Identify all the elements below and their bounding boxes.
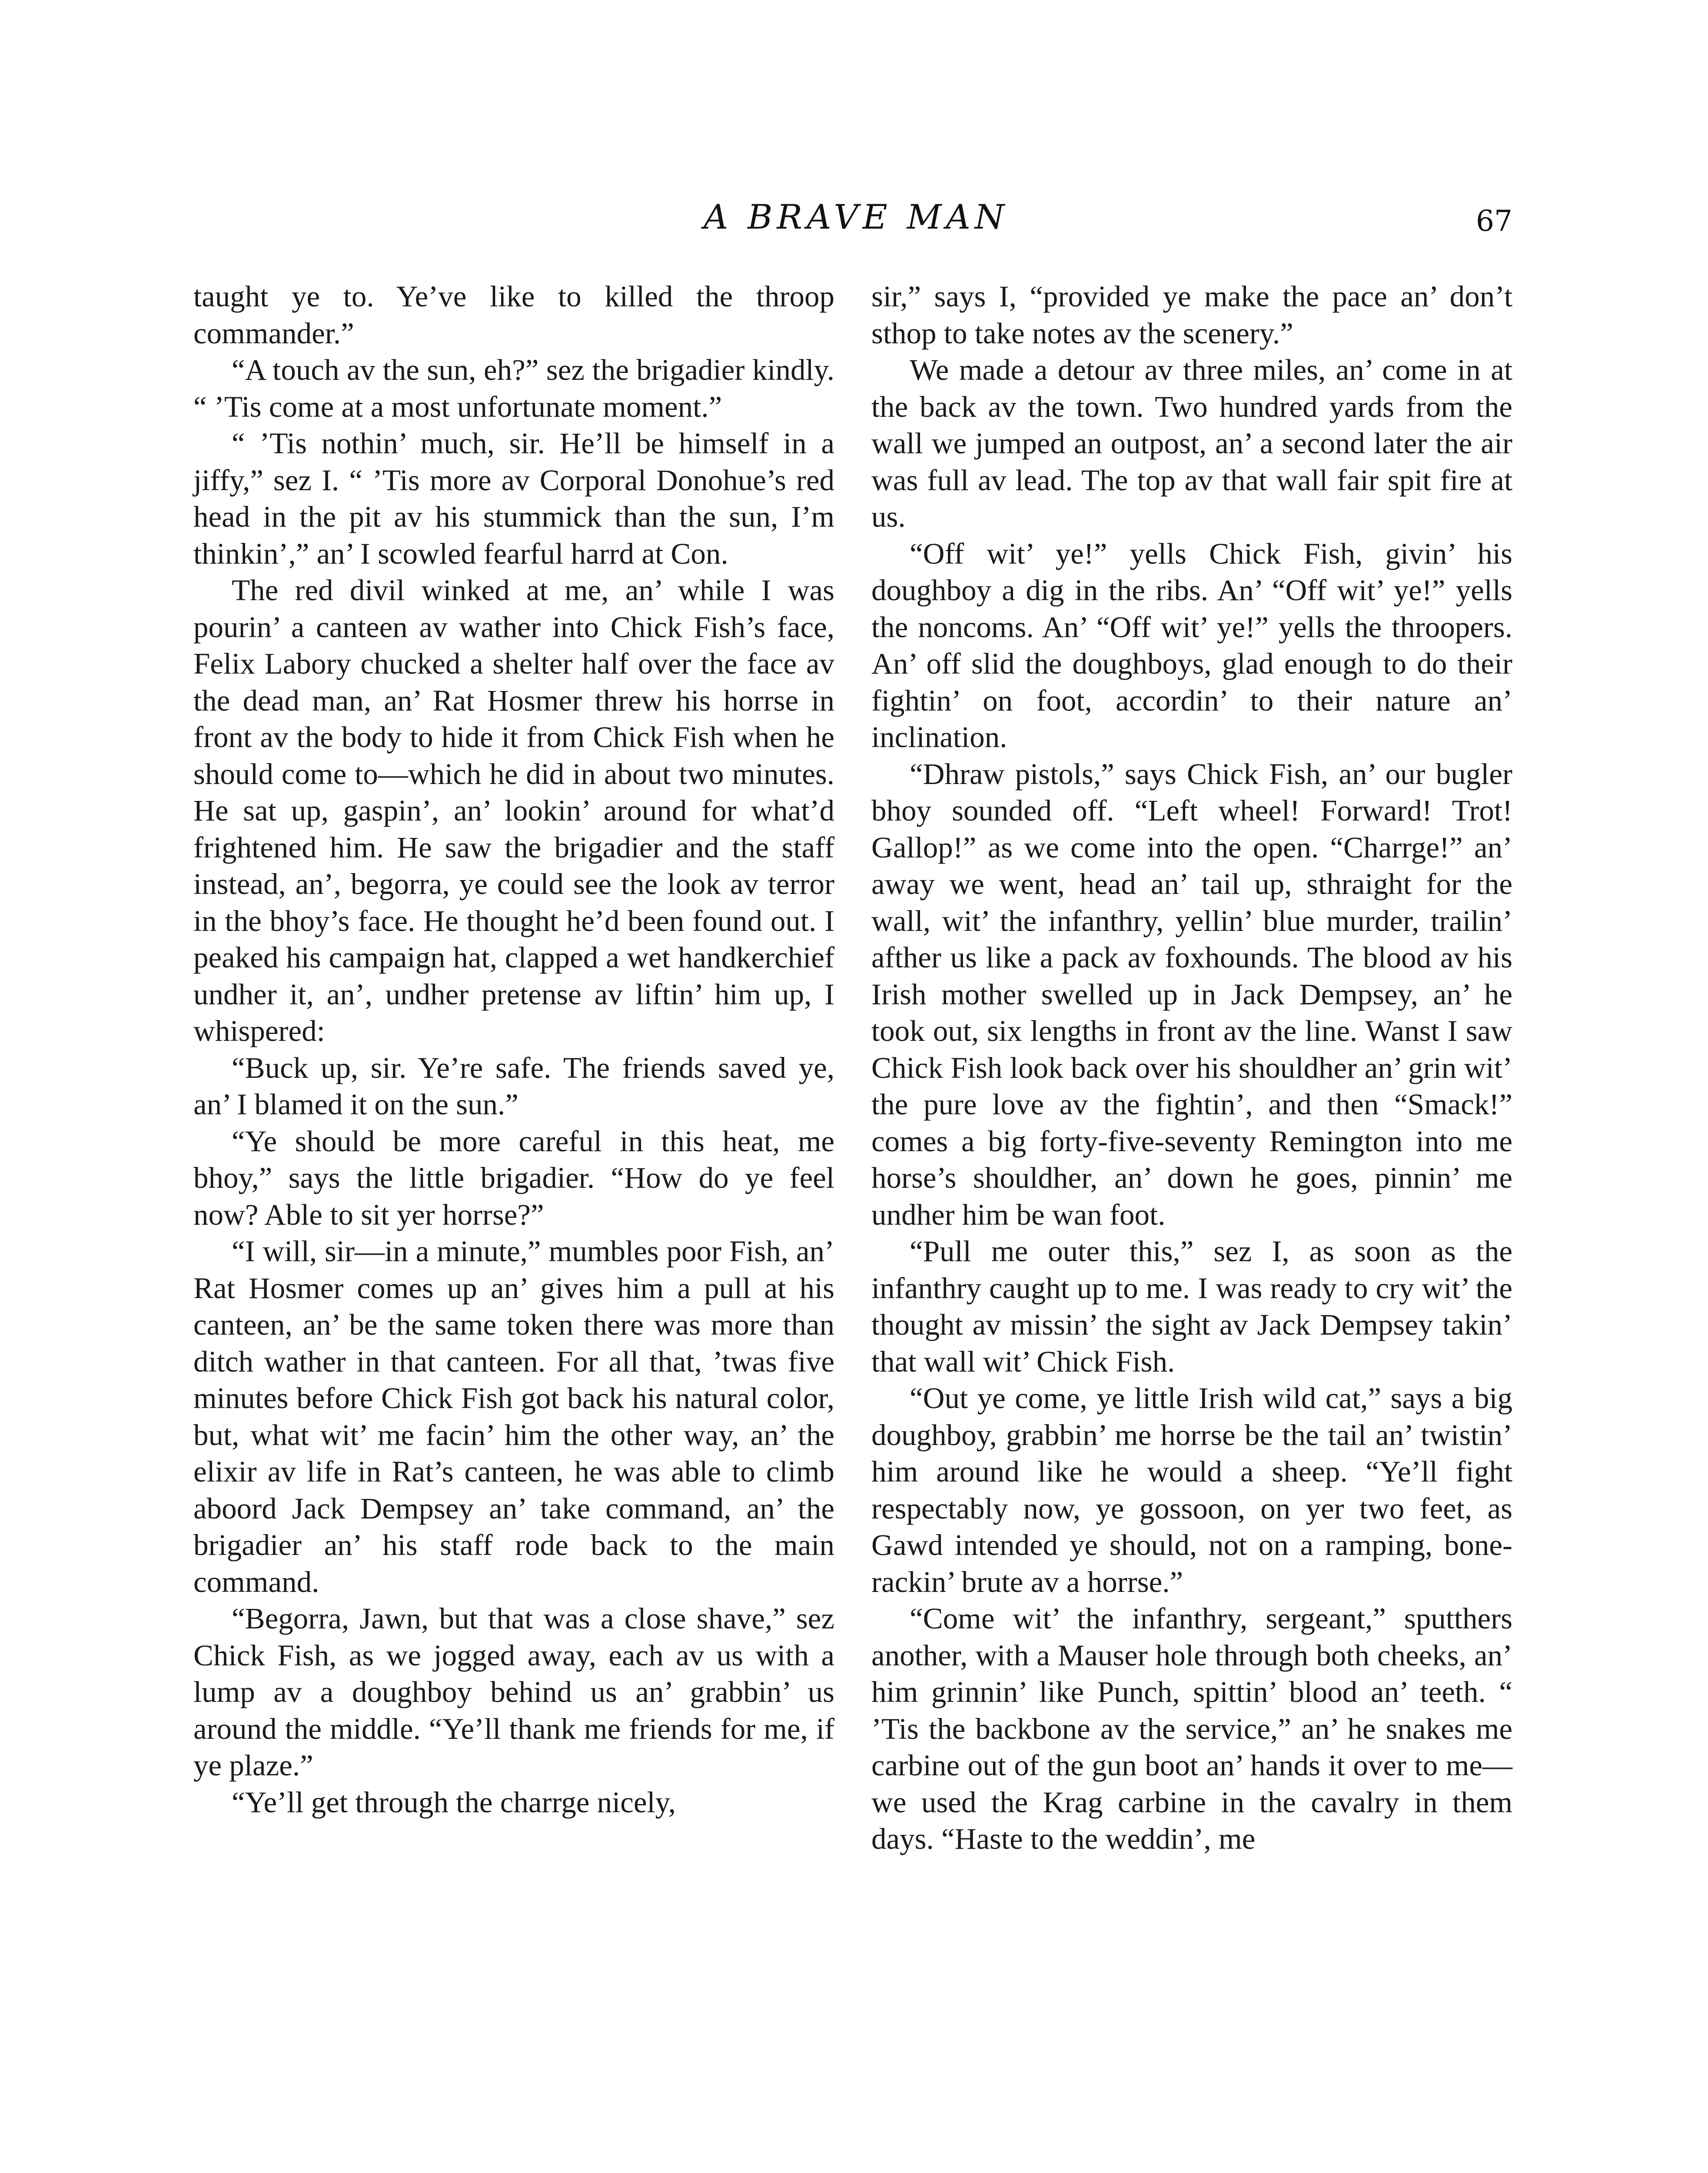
- paragraph: “A touch av the sun, eh?” sez the brigadier kindly. “ ’Tis come at a most unfortunate moment.”: [193, 353, 834, 423]
- paragraph: “Ye should be more careful in this heat, me bhoy,” says the little brigadier. “How do ye feel now? Able to sit yer horrse?”: [193, 1124, 834, 1231]
- text-column-right: [871, 278, 1512, 1857]
- paragraph: “Buck up, sir. Ye’re safe. The friends saved ye, an’ I blamed it on the sun.”: [193, 1051, 834, 1121]
- text-column-left: [193, 278, 834, 1821]
- paragraph: “ ’Tis nothin’ much, sir. He’ll be himself in a jiffy,” sez I. “ ’Tis more av Corporal Donohue’s red head in the pit av his stummick than the sun, I’m thinkin’,” an’ I scowled fearful harrd at Con.: [193, 427, 834, 570]
- running-title: A BRAVE MAN: [703, 198, 1009, 237]
- paragraph: sir,” says I, “provided ye make the pace an’ don’t sthop to take notes av the scenery.”: [871, 280, 1512, 350]
- paragraph: “Pull me outer this,” sez I, as soon as the infanthry caught up to me. I was ready to cry wit’ the thought av missin’ the sight av Jack Dempsey takin’ that wall wit’ Chick Fish.: [871, 1235, 1512, 1378]
- paragraph: “Out ye come, ye little Irish wild cat,” says a big doughboy, grabbin’ me horrse be the tail an’ twistin’ him around like he would a sheep. “Ye’ll fight respectably now, ye gossoon, on yer two feet, as Gawd intended ye should, not on a ramping, bone-rackin’ brute av a horrse.”: [871, 1382, 1512, 1598]
- paragraph: taught ye to. Ye’ve like to killed the throop commander.”: [193, 280, 834, 350]
- paragraph: “Ye’ll get through the charrge nicely,: [232, 1785, 676, 1819]
- paragraph: The red divil winked at me, an’ while I was pourin’ a canteen av wather into Chick Fish’s face, Felix Labory chucked a shelter half over the face av the dead man, an’ Rat Hosmer threw his horrse in front av the body to hide it from Chick Fish when he should come to—which he did in about two minutes. He sat up, gaspin’, an’ lookin’ around for what’d frightened him. He saw the brigadier and the staff instead, an’, begorra, ye could see the look av terror in the bhoy’s face. He thought he’d been found out. I peaked his campaign hat, clapped a wet handkerchief undher it, an’, undher pretense av liftin’ him up, I whispered:: [193, 574, 834, 1047]
- paragraph: “Off wit’ ye!” yells Chick Fish, givin’ his doughboy a dig in the ribs. An’ “Off wit’ ye!” yells the noncoms. An’ “Off wit’ ye!” yells the throopers. An’ off slid the doughboys, glad enough to do their fightin’ on foot, accordin’ to their nature an’ inclination.: [871, 537, 1512, 754]
- paragraph: “Begorra, Jawn, but that was a close shave,” sez Chick Fish, as we jogged away, each av us with a lump av a doughboy behind us an’ grabbin’ us around the middle. “Ye’ll thank me friends for me, if ye plaze.”: [193, 1602, 834, 1782]
- page-number: 67: [1476, 204, 1512, 238]
- paragraph: We made a detour av three miles, an’ come in at the back av the town. Two hundred yards from the wall we jumped an outpost, an’ a second later the air was full av lead. The top av that wall fair spit fire at us.: [871, 353, 1512, 533]
- paragraph: “I will, sir—in a minute,” mumbles poor Fish, an’ Rat Hosmer comes up an’ gives him a pull at his canteen, an’ be the same token there was more than ditch wather in that canteen. For all that, ’twas five minutes before Chick Fish got back his natural color, but, what wit’ me facin’ him the other way, an’ the elixir av life in Rat’s canteen, he was able to climb aboord Jack Dempsey an’ take command, an’ the brigadier an’ his staff rode back to the main command.: [193, 1235, 834, 1598]
- paragraph: “Come wit’ the infanthry, sergeant,” sputthers another, with a Mauser hole through both cheeks, an’ him grinnin’ like Punch, spittin’ blood an’ teeth. “ ’Tis the backbone av the service,” an’ he snakes me carbine out of the gun boot an’ hands it over to me—we used the Krag carbine in the cavalry in them days. “Haste to the weddin’, me: [871, 1602, 1512, 1855]
- paragraph: “Dhraw pistols,” says Chick Fish, an’ our bugler bhoy sounded off. “Left wheel! Forward! Trot! Gallop!” as we come into the open. “Charrge!” an’ away we went, head an’ tail up, sthraight for the wall, wit’ the infanthry, yellin’ blue murder, trailin’ afther us like a pack av foxhounds. The blood av his Irish mother swelled up in Jack Dempsey, an’ he took out, six lengths in front av the line. Wanst I saw Chick Fish look back over his shouldher an’ grin wit’ the pure love av the fightin’, and then “Smack!” comes a big forty-five-seventy Remington into me horse’s shouldher, an’ down he goes, pinnin’ me undher him be wan foot.: [871, 757, 1512, 1231]
